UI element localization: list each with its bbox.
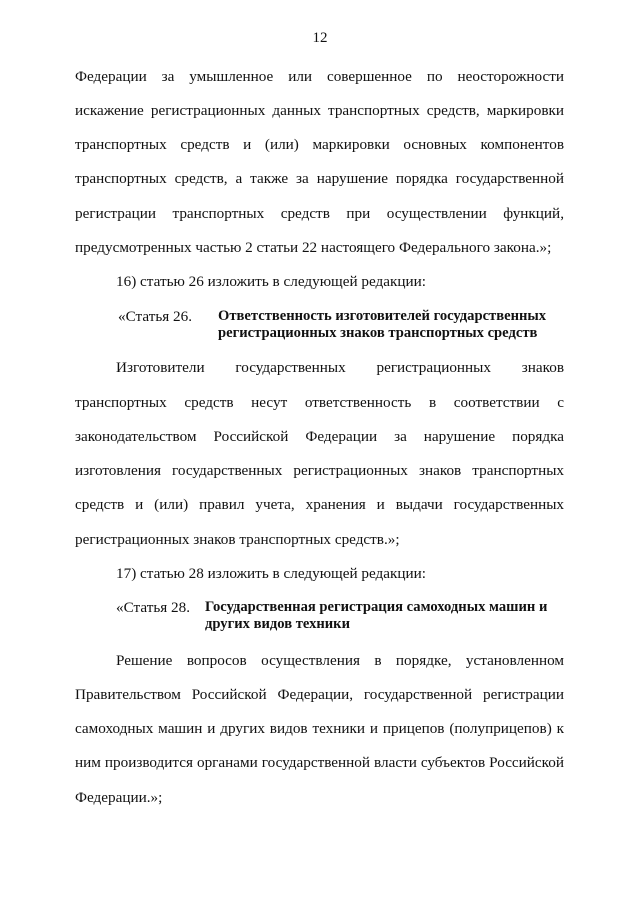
page-number: 12 — [312, 30, 328, 46]
article-28-text-line: Правительством Российской Федерации, государственной регистрации — [75, 686, 564, 703]
article-28-label: «Статья 28. — [116, 599, 191, 616]
article-28-text-line: ним производится органами государственной власти субъектов Российской — [75, 754, 564, 771]
article-26-text-line: Изготовители государственных регистрационных знаков — [116, 359, 564, 376]
article-26-title-line: Ответственность изготовителей государственных — [218, 308, 547, 324]
article-26-text-line: регистрационных знаков транспортных средств.»; — [75, 531, 400, 548]
article-26-text-line: законодательством Российской Федерации за нарушение порядка — [75, 428, 564, 445]
article-28-text-line: Решение вопросов осуществления в порядке, установленном — [116, 652, 564, 669]
article-26-label: «Статья 26. — [118, 308, 193, 325]
article-26-text-line: транспортных средств несут ответственность в соответствии с — [75, 394, 564, 411]
article-26-text-line: средств и (или) правил учета, хранения и выдачи государственных — [75, 496, 564, 513]
text-line: транспортных средств и (или) маркировки основных компонентов — [75, 136, 564, 153]
amendment-item-16: 16) статью 26 изложить в следующей редакции: — [116, 273, 426, 290]
article-28-text-line: Федерации.»; — [75, 789, 163, 806]
article-26-text-line: изготовления государственных регистрационных знаков транспортных — [75, 462, 564, 479]
text-line: регистрации транспортных средств при осуществлении функций, — [75, 205, 564, 222]
amendment-item-17: 17) статью 28 изложить в следующей редакции: — [116, 565, 426, 582]
article-26-title-line: регистрационных знаков транспортных средств — [218, 325, 538, 341]
text-line: искажение регистрационных данных транспортных средств, маркировки — [75, 102, 564, 119]
text-line: предусмотренных частью 2 статьи 22 настоящего Федерального закона.»; — [75, 239, 552, 256]
article-28-title-line: Государственная регистрация самоходных машин и — [205, 599, 548, 615]
article-28-title-line: других видов техники — [205, 616, 351, 632]
text-line: транспортных средств, а также за нарушение порядка государственной — [75, 170, 564, 187]
text-line: Федерации за умышленное или совершенное по неосторожности — [75, 68, 564, 85]
article-28-text-line: самоходных машин и других видов техники и прицепов (полуприцепов) к — [75, 720, 564, 737]
